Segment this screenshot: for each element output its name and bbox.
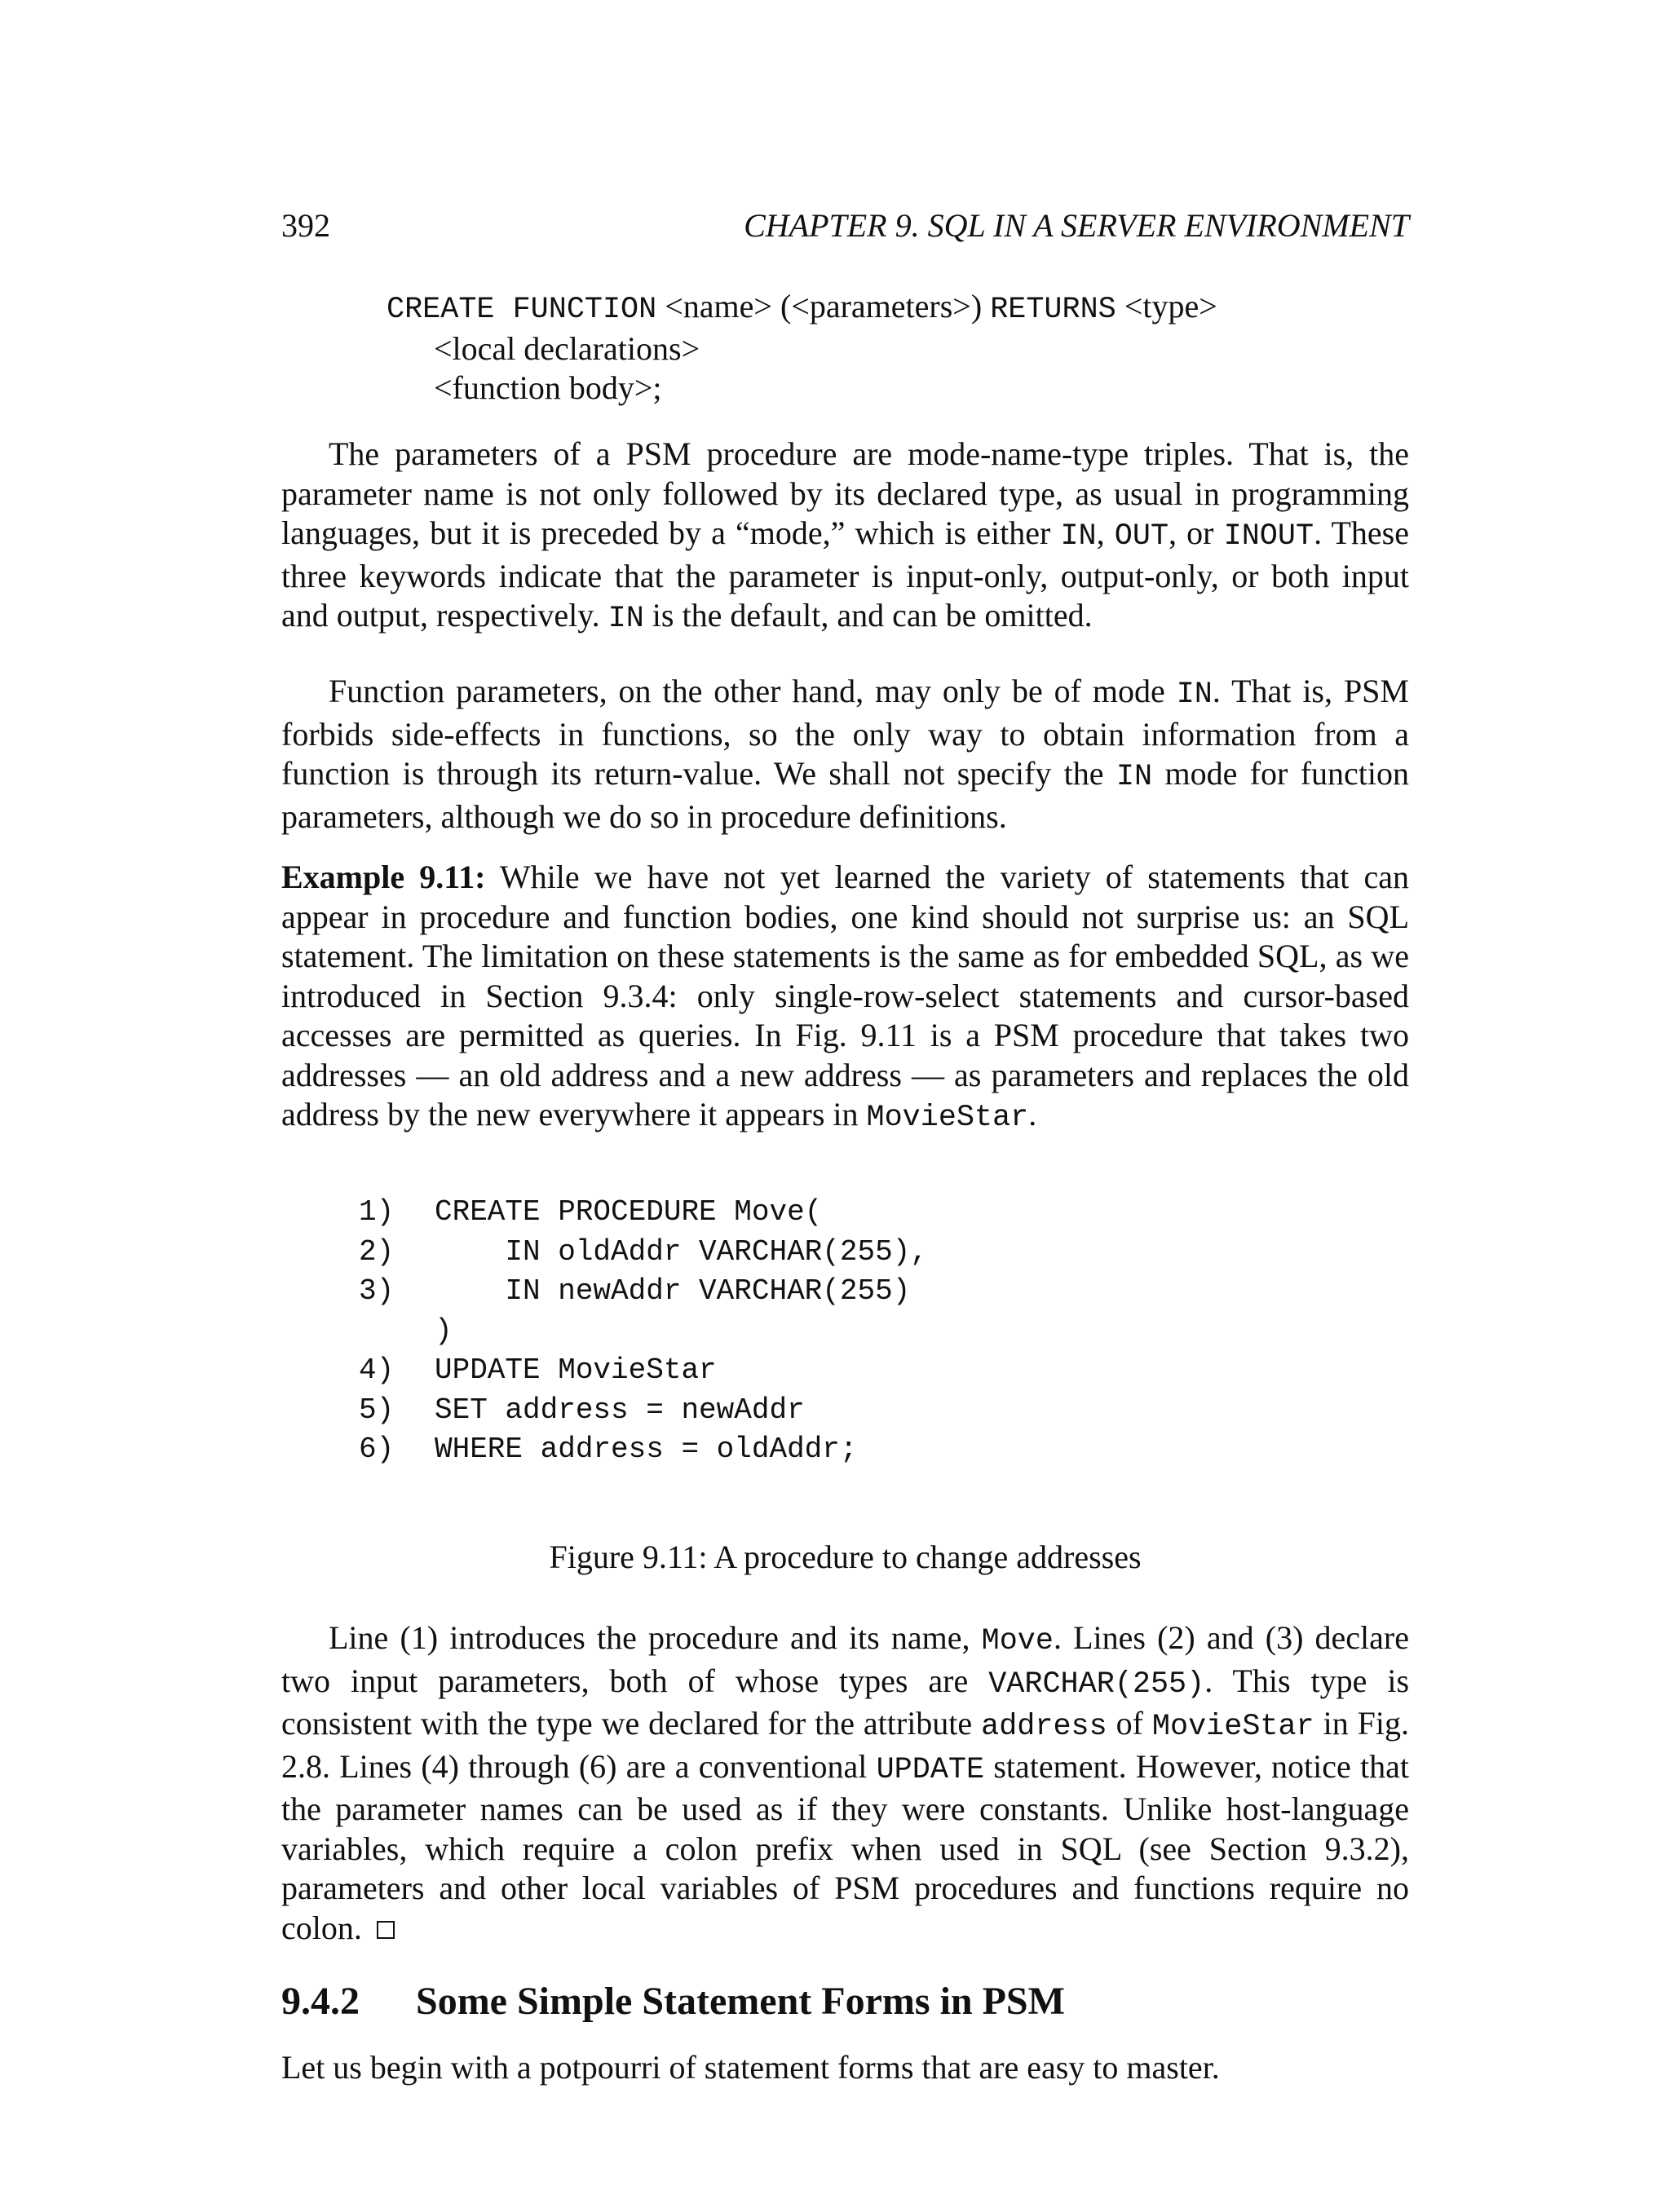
syntax-params: <name> (<parameters>)	[656, 288, 991, 325]
syntax-keyword-create-function: CREATE FUNCTION	[387, 293, 657, 327]
code-line-number: 3)	[359, 1274, 395, 1308]
section-heading	[281, 1977, 1065, 2026]
code-line-text: UPDATE MovieStar	[435, 1353, 717, 1387]
code-line-text: IN newAddr VARCHAR(255)	[435, 1274, 911, 1308]
page-number: 392	[281, 207, 330, 244]
section-number: 9.4.2	[281, 1980, 360, 2023]
syntax-keyword-returns: RETURNS	[990, 293, 1116, 327]
code-line-number: 5)	[359, 1393, 395, 1427]
code-line-text: CREATE PROCEDURE Move(	[435, 1195, 823, 1229]
code-line-number: 4)	[359, 1353, 395, 1387]
syntax-type: <type>	[1116, 288, 1217, 325]
end-of-example-icon	[377, 1921, 395, 1939]
code-line-text: )	[435, 1314, 453, 1348]
paragraph-intro: Let us begin with a potpourri of statement forms that are easy to master.	[281, 2049, 1220, 2086]
section-title: Some Simple Statement Forms in PSM	[416, 1980, 1065, 2023]
code-line-text: WHERE address = oldAddr;	[435, 1433, 858, 1466]
create-function-syntax	[387, 287, 1217, 408]
chapter-title: CHAPTER 9. SQL IN A SERVER ENVIRONMENT	[744, 207, 1409, 244]
running-header	[281, 205, 1409, 246]
code-line-number: 6)	[359, 1433, 395, 1466]
paragraph-function-parameters: Function parameters, on the other hand, may only be of mode IN. That is, PSM forbids side-effects in functions, so the only way to obtain information from a function is through its return-value. We shall not specify the IN mode for function parameters, although we do so in procedure definitions.	[281, 673, 1409, 835]
syntax-line-2: <local declarations>	[434, 330, 700, 367]
paragraph-parameters: The parameters of a PSM procedure are mode-name-type triples. That is, the parameter name is not only followed by its declared type, as usual in programming languages, but it is preceded by a “mode,” which is either IN, OUT, or INOUT. These three keywords indicate that the parameter is input-only, output-only, or both input and output, respectively. IN is the default, and can be omitted.	[281, 435, 1409, 636]
code-line-text: SET address = newAddr	[435, 1393, 805, 1427]
example-label: Example 9.11:	[281, 859, 486, 895]
code-line-number: 1)	[359, 1195, 395, 1229]
syntax-line-3: <function body>;	[434, 369, 662, 406]
code-line-number: 2)	[359, 1234, 395, 1269]
example-9-11: Example 9.11: While we have not yet learned the variety of statements that can appear in procedure and function bodies, one kind should not surprise us: an SQL statement. The limitation on these statements is the same as for embedded SQL, as we introduced in Section 9.3.4: only single-row-select statements and cursor-based accesses are permitted as queries. In Fig. 9.11 is a PSM procedure that takes two addresses — an old address and a new address — as parameters and replaces the old address by the new everywhere it appears in MovieStar.	[281, 859, 1409, 1135]
paragraph-explanation: Line (1) introduces the procedure and its name, Move. Lines (2) and (3) declare two input parameters, both of whose types are VARCHAR(255). This type is consistent with the type we declared for the attribute address of MovieStar in Fig. 2.8. Lines (4) through (6) are a conventional UPDATE statement. However, notice that the parameter names can be used as if they were constants. Unlike host-language variables, which require a colon prefix when used in SQL (see Section 9.3.2), parameters and other local variables of PSM procedures and functions require no colon.	[281, 1619, 1410, 1946]
code-line-text: IN oldAddr VARCHAR(255),	[435, 1234, 928, 1269]
syntax-line-1	[387, 287, 1217, 329]
figure-caption: Figure 9.11: A procedure to change addresses	[549, 1539, 1142, 1575]
